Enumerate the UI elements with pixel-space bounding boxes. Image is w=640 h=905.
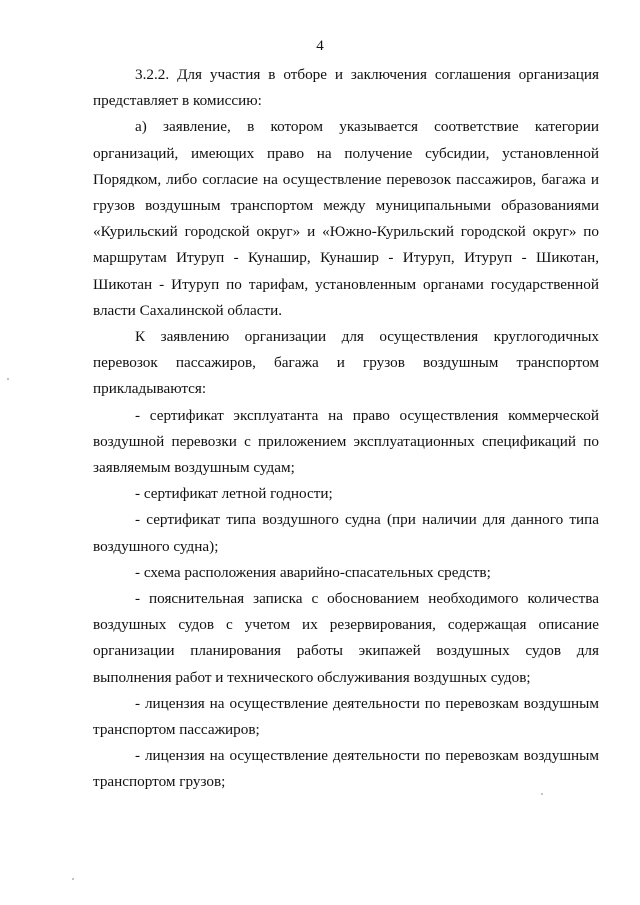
paragraph-3-2-2: 3.2.2. Для участия в отборе и заключения соглашения организация представляет в комиссию: bbox=[93, 66, 599, 110]
scan-speck bbox=[7, 378, 9, 380]
list-item-operator-certificate: - сертификат эксплуатанта на право осуществления коммерческой воздушной перевозки с приложением эксплуатационных спецификаций по заявляемым воздушным судам; bbox=[93, 406, 599, 477]
scan-speck bbox=[72, 878, 74, 880]
list-item-emergency-equipment-scheme: - схема расположения аварийно-спасательных средств; bbox=[135, 563, 491, 581]
list-item-type-certificate: - сертификат типа воздушного судна (при наличии для данного типа воздушного судна); bbox=[93, 511, 599, 555]
list-item-airworthiness-certificate: - сертификат летной годности; bbox=[135, 485, 333, 503]
document-body bbox=[93, 62, 599, 796]
list-item-explanatory-note: - пояснительная записка с обоснованием необходимого количества воздушных судов с учетом их резервирования, содержащая описание организации планирования работы экипажей воздушных судов для выполнения работ и технического обслуживания воздушных судов; bbox=[93, 590, 599, 686]
paragraph-application: а) заявление, в котором указывается соответствие категории организаций, имеющих право на получение субсидии, установленной Порядком, либо согласие на осуществление перевозок пассажиров, багажа и грузов воздушным транспортом между муниципальными образованиями «Курильский городской округ» и «Южно-Курильский городской округ» по маршрутам Итуруп - Кунашир, Кунашир - Итуруп, Итуруп - Шикотан, Шикотан - Итуруп по тарифам, установленным органами государственной власти Сахалинской области. bbox=[93, 118, 599, 319]
paragraph-attachments-intro: К заявлению организации для осуществления круглогодичных перевозок пассажиров, багажа и грузов воздушным транспортом прикладываются: bbox=[93, 328, 599, 398]
list-item-passenger-license: - лицензия на осуществление деятельности по перевозкам воздушным транспортом пассажиров; bbox=[93, 694, 599, 739]
page-number: 4 bbox=[316, 38, 324, 54]
scan-speck bbox=[541, 793, 543, 795]
list-item-cargo-license: - лицензия на осуществление деятельности по перевозкам воздушным транспортом грузов; bbox=[93, 747, 599, 791]
